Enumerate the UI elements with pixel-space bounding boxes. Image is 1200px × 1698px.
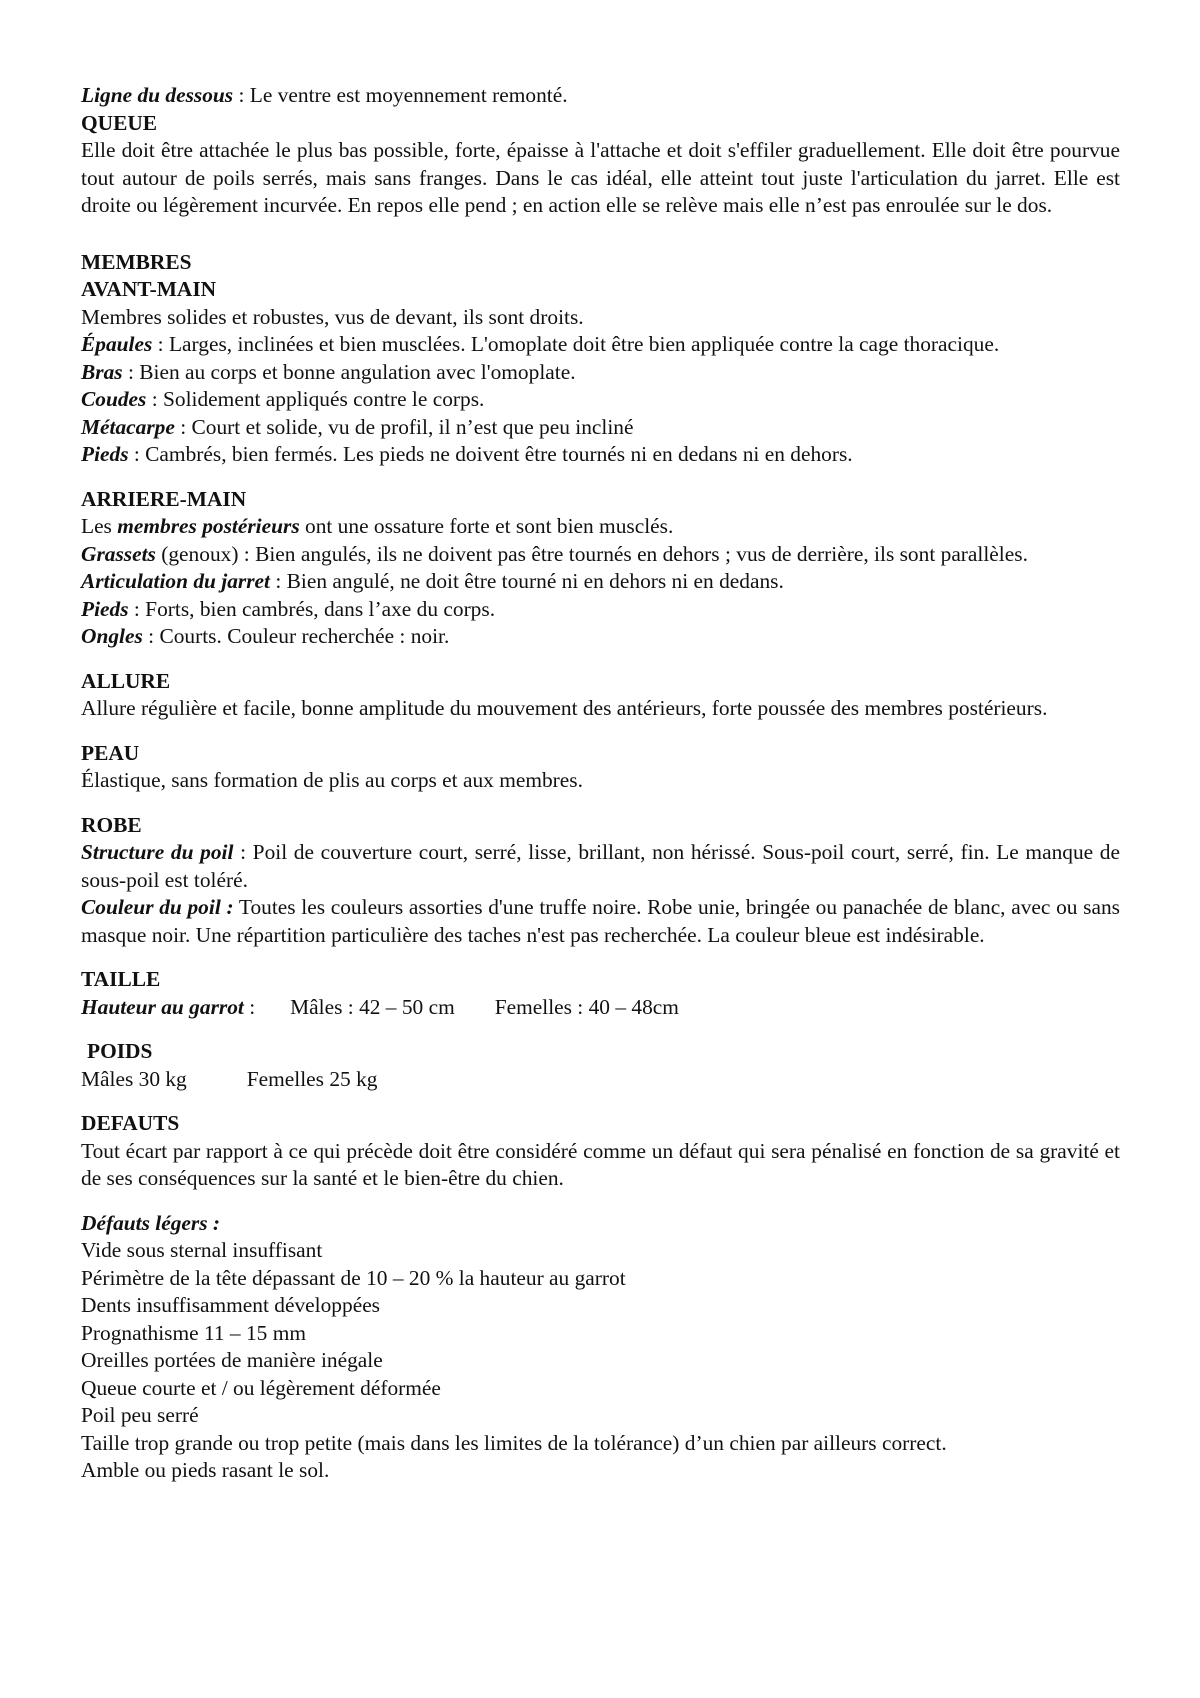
arriere-main-ongles xyxy=(81,623,1120,651)
list-item: Vide sous sternal insuffisant xyxy=(81,1238,323,1262)
pieds-avant-text: : Cambrés, bien fermés. Les pieds ne doivent être tournés ni en dedans ni en dehors. xyxy=(128,442,853,466)
term-pieds-avant: Pieds xyxy=(81,442,129,466)
poids-row xyxy=(81,1066,1120,1094)
heading-membres: MEMBRES xyxy=(81,249,192,274)
ongles-text: : Courts. Couleur recherchée : noir. xyxy=(142,624,450,648)
jarret-text: : Bien angulé, ne doit être tourné ni en dehors ni en dedans. xyxy=(270,569,784,593)
term-ligne-dessous: Ligne du dessous xyxy=(81,83,234,107)
heading-robe: ROBE xyxy=(81,812,142,837)
list-item: Prognathisme 11 – 15 mm xyxy=(81,1320,306,1345)
term-structure-poil: Structure du poil xyxy=(81,840,234,864)
allure-text: Allure régulière et facile, bonne amplitude du mouvement des antérieurs, forte poussée des membres postérieurs. xyxy=(81,696,1048,720)
robe-couleur xyxy=(81,894,1120,949)
heading-arriere-main: ARRIERE-MAIN xyxy=(81,486,247,511)
queue-text: Elle doit être attachée le plus bas possible, forte, épaisse à l'attache et doit s'effiler graduellement. Elle doit être pourvue tout autour de poils serrés, mais sans franges. Dans le cas idéal, elle atteint tout juste l'articulation du jarret. Elle est droite ou légèrement incurvée. En repos elle pend ; en action elle se relève mais elle n’est pas enroulée sur le dos. xyxy=(81,138,1120,217)
heading-taille: TAILLE xyxy=(81,967,161,991)
list-item: Dents insuffisamment développées xyxy=(81,1293,381,1317)
term-pieds-arriere: Pieds xyxy=(81,596,129,621)
avant-main-bras xyxy=(81,359,1120,387)
poids-femelles: Femelles 25 kg xyxy=(246,1066,378,1091)
term-coudes: Coudes xyxy=(81,387,147,411)
term-membres-posterieurs: membres postérieurs xyxy=(117,514,300,538)
heading-defauts: DEFAUTS xyxy=(81,1111,180,1135)
ligne-dessous-text: : Le ventre est moyennement remonté. xyxy=(233,83,568,107)
taille-colon: : xyxy=(243,994,256,1019)
taille-femelles: Femelles : 40 – 48cm xyxy=(494,994,679,1019)
term-bras: Bras xyxy=(81,359,123,384)
heading-allure: ALLURE xyxy=(81,668,171,693)
arriere-main-grassets xyxy=(81,541,1120,569)
taille-row xyxy=(81,994,1120,1022)
list-item: Poil peu serré xyxy=(81,1403,199,1427)
term-couleur-poil: Couleur du poil : xyxy=(81,895,234,919)
avant-main-epaules xyxy=(81,331,1120,359)
term-jarret: Articulation du jarret xyxy=(81,569,270,593)
structure-text: : Poil de couverture court, serré, lisse, brillant, non hérissé. Sous-poil court, serré, fin. Le manque de sous-poil est toléré. xyxy=(81,840,1120,892)
epaules-text: : Larges, inclinées et bien musclées. L'omoplate doit être bien appliquée contre la cage thoracique. xyxy=(152,332,1000,356)
bras-text: : Bien au corps et bonne angulation avec l'omoplate. xyxy=(122,359,576,384)
heading-queue: QUEUE xyxy=(81,110,158,135)
robe-structure xyxy=(81,839,1120,894)
intro-before: Les xyxy=(81,514,118,538)
taille-males: Mâles : 42 – 50 cm xyxy=(290,994,455,1019)
pieds-arriere-text: : Forts, bien cambrés, dans l’axe du corps. xyxy=(128,596,496,621)
term-defauts-legers: Défauts légers : xyxy=(81,1210,221,1235)
list-item: Taille trop grande ou trop petite (mais dans les limites de la tolérance) d’un chien par ailleurs correct. xyxy=(81,1430,947,1455)
defauts-text: Tout écart par rapport à ce qui précède doit être considéré comme un défaut qui sera pénalisé en fonction de sa gravité et de ses conséquences sur la santé et le bien-être du chien. xyxy=(81,1138,1120,1190)
heading-avant-main: AVANT-MAIN xyxy=(81,277,217,301)
avant-main-intro: Membres solides et robustes, vus de devant, ils sont droits. xyxy=(81,304,584,329)
poids-males: Mâles 30 kg xyxy=(81,1066,187,1091)
peau-text: Élastique, sans formation de plis au corps et aux membres. xyxy=(81,768,583,792)
heading-poids: POIDS xyxy=(87,1039,153,1063)
metacarpe-text: : Court et solide, vu de profil, il n’est que peu incliné xyxy=(174,414,634,439)
list-item: Amble ou pieds rasant le sol. xyxy=(81,1458,330,1482)
term-ongles: Ongles xyxy=(81,624,143,648)
grassets-text: (genoux) : Bien angulés, ils ne doivent pas être tournés en dehors ; vus de derrière, ils sont parallèles. xyxy=(155,541,1028,566)
coudes-text: : Solidement appliqués contre le corps. xyxy=(146,387,485,411)
defauts-legers-heading xyxy=(81,1210,1120,1238)
arriere-main-intro xyxy=(81,513,1120,541)
arriere-main-pieds xyxy=(81,596,1120,624)
avant-main-coudes xyxy=(81,386,1120,414)
list-item: Oreilles portées de manière inégale xyxy=(81,1348,383,1372)
term-grassets: Grassets xyxy=(81,541,156,566)
avant-main-metacarpe xyxy=(81,414,1120,442)
heading-peau: PEAU xyxy=(81,740,140,765)
intro-after: ont une ossature forte et sont bien musclés. xyxy=(299,514,674,538)
term-hauteur-garrot: Hauteur au garrot xyxy=(81,994,244,1019)
term-epaules: Épaules xyxy=(81,332,153,356)
list-item: Périmètre de la tête dépassant de 10 – 20 % la hauteur au garrot xyxy=(81,1265,626,1290)
avant-main-pieds xyxy=(81,441,1120,469)
couleur-text: Toutes les couleurs assorties d'une truffe noire. Robe unie, bringée ou panachée de blanc, avec ou sans masque noir. Une répartition particulière des taches n'est pas recherchée. La couleur bleue est indésirable. xyxy=(81,895,1120,947)
term-metacarpe: Métacarpe xyxy=(81,414,175,439)
ligne-dessous xyxy=(81,82,1120,110)
list-item: Queue courte et / ou légèrement déformée xyxy=(81,1375,441,1400)
arriere-main-jarret xyxy=(81,568,1120,596)
